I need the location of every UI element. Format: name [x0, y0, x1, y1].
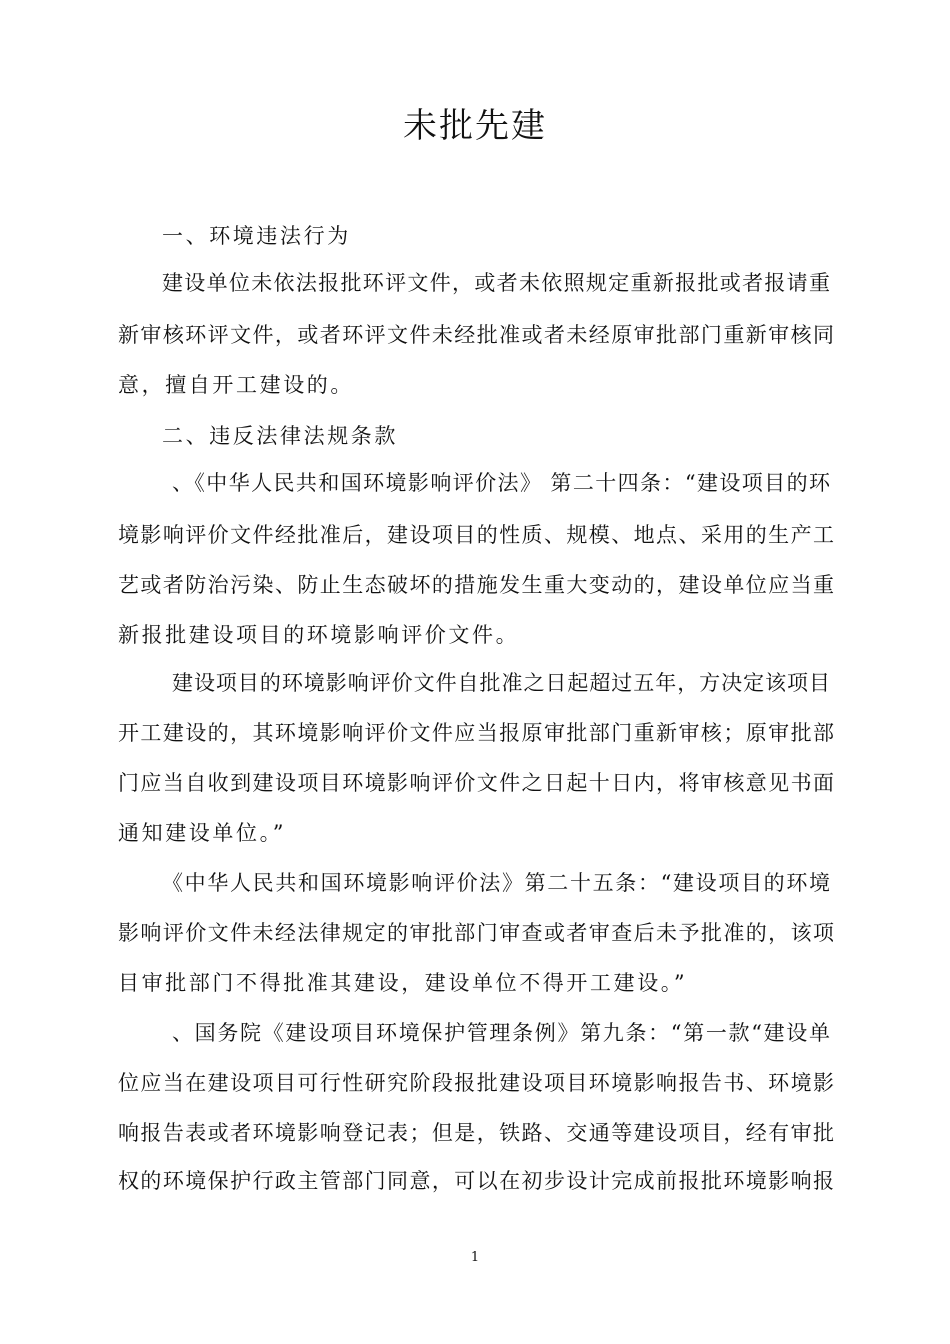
paragraph-line: 、国务院《建设项目环境保护管理条例》第九条：“第一款“建设单: [172, 1021, 830, 1045]
paragraph-line: 、《中华人民共和国环境影响评价法》 第二十四条：“建设项目的环: [172, 471, 830, 495]
paragraph-line: 境影响评价文件经批准后，建设项目的性质、规模、地点、采用的生产工: [118, 523, 834, 547]
paragraph-line: 门应当自收到建设项目环境影响评价文件之日起十日内，将审核意见书面: [118, 771, 834, 795]
paragraph-line: 位应当在建设项目可行性研究阶段报批建设项目环境影响报告书、环境影: [118, 1071, 834, 1095]
paragraph-line: 新审核环评文件，或者环评文件未经批准或者未经原审批部门重新审核同: [118, 323, 834, 347]
paragraph-line: 新报批建设项目的环境影响评价文件。: [118, 623, 520, 647]
document-title: 未批先建: [403, 106, 547, 146]
section-heading: 二、违反法律法规条款: [162, 424, 398, 448]
paragraph-line: 艺或者防治污染、防止生态破坏的措施发生重大变动的，建设单位应当重: [118, 573, 834, 597]
paragraph-line: 目审批部门不得批准其建设，建设单位不得开工建设。”: [118, 971, 688, 995]
paragraph-line: 建设项目的环境影响评价文件自批准之日起超过五年，方决定该项目: [172, 671, 830, 695]
paragraph-line: 建设单位未依法报批环评文件，或者未依照规定重新报批或者报请重: [162, 271, 830, 295]
paragraph-line: 开工建设的，其环境影响评价文件应当报原审批部门重新审核；原审批部: [118, 721, 834, 745]
page-number: 1: [470, 1250, 480, 1265]
paragraph-line: 意，擅自开工建设的。: [118, 373, 354, 397]
paragraph-line: 响报告表或者环境影响登记表；但是，铁路、交通等建设项目，经有审批: [118, 1121, 834, 1145]
section-heading: 一、环境违法行为: [162, 224, 351, 248]
paragraph-line: 影响评价文件未经法律规定的审批部门审查或者审查后未予批准的，该项: [118, 921, 834, 945]
paragraph-line: 通知建设单位。”: [118, 821, 287, 845]
paragraph-line: 权的环境保护行政主管部门同意，可以在初步设计完成前报批环境影响报: [118, 1169, 834, 1193]
paragraph-line: 《中华人民共和国环境影响评价法》第二十五条：“建设项目的环境: [162, 871, 830, 895]
